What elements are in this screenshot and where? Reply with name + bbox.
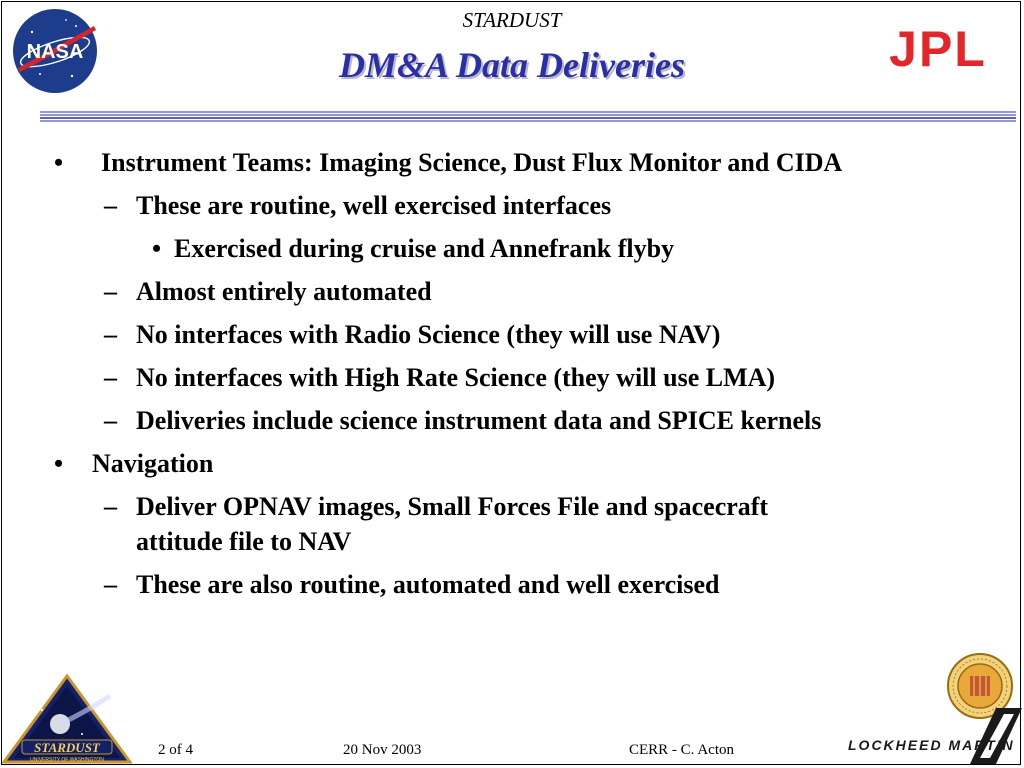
dash-marker: – (104, 363, 117, 392)
dash-marker: – (104, 570, 117, 599)
slide-title: DM&A Data Deliveries (339, 45, 685, 85)
lockheed-martin-logo (846, 706, 1022, 764)
dash-marker: – (104, 320, 117, 349)
bullet-item: Almost entirely automated (136, 277, 432, 306)
bullet-item: Deliveries include science instrument data and SPICE kernels (136, 406, 822, 435)
bullet-item: No interfaces with Radio Science (they will use NAV) (136, 320, 721, 349)
bullet-marker: • (54, 449, 64, 478)
jpl-logo (862, 26, 1014, 70)
dash-marker: – (104, 191, 117, 220)
bullet-item: These are routine, well exercised interfaces (136, 191, 612, 220)
bullet-item: No interfaces with High Rate Science (they will use LMA) (136, 363, 776, 392)
bullet-item: Navigation (92, 449, 214, 478)
stardust-logo-text: STARDUST (34, 740, 100, 755)
bullet-marker: • (152, 234, 162, 263)
lockheed-martin-text: LOCKHEED MARTIN (848, 737, 1015, 753)
stardust-mission-logo (2, 674, 132, 766)
presentation-supertitle: STARDUST (462, 8, 562, 32)
dash-marker: – (104, 406, 117, 435)
page-number: 2 of 4 (158, 742, 193, 758)
presenter-credit: CERR - C. Acton (629, 742, 735, 758)
nasa-logo-text: NASA (26, 41, 84, 63)
dash-marker: – (104, 277, 117, 306)
bullet-item: Deliver OPNAV images, Small Forces File and spacecraft (136, 492, 769, 521)
bullet-item: These are also routine, automated and well exercised (136, 570, 720, 599)
bullet-item: Instrument Teams: Imaging Science, Dust Flux Monitor and CIDA (101, 148, 843, 177)
bullet-item-continuation: attitude file to NAV (136, 527, 352, 556)
dash-marker: – (104, 492, 117, 521)
bullet-item: Exercised during cruise and Annefrank flyby (174, 234, 675, 263)
header-divider (0, 110, 1024, 124)
presentation-date: 20 Nov 2003 (343, 742, 422, 758)
bullet-marker: • (54, 148, 64, 177)
jpl-logo-text: JPL (889, 26, 987, 70)
stardust-logo-subtext: UNIVERSITY OF WASHINGTON (30, 757, 104, 763)
